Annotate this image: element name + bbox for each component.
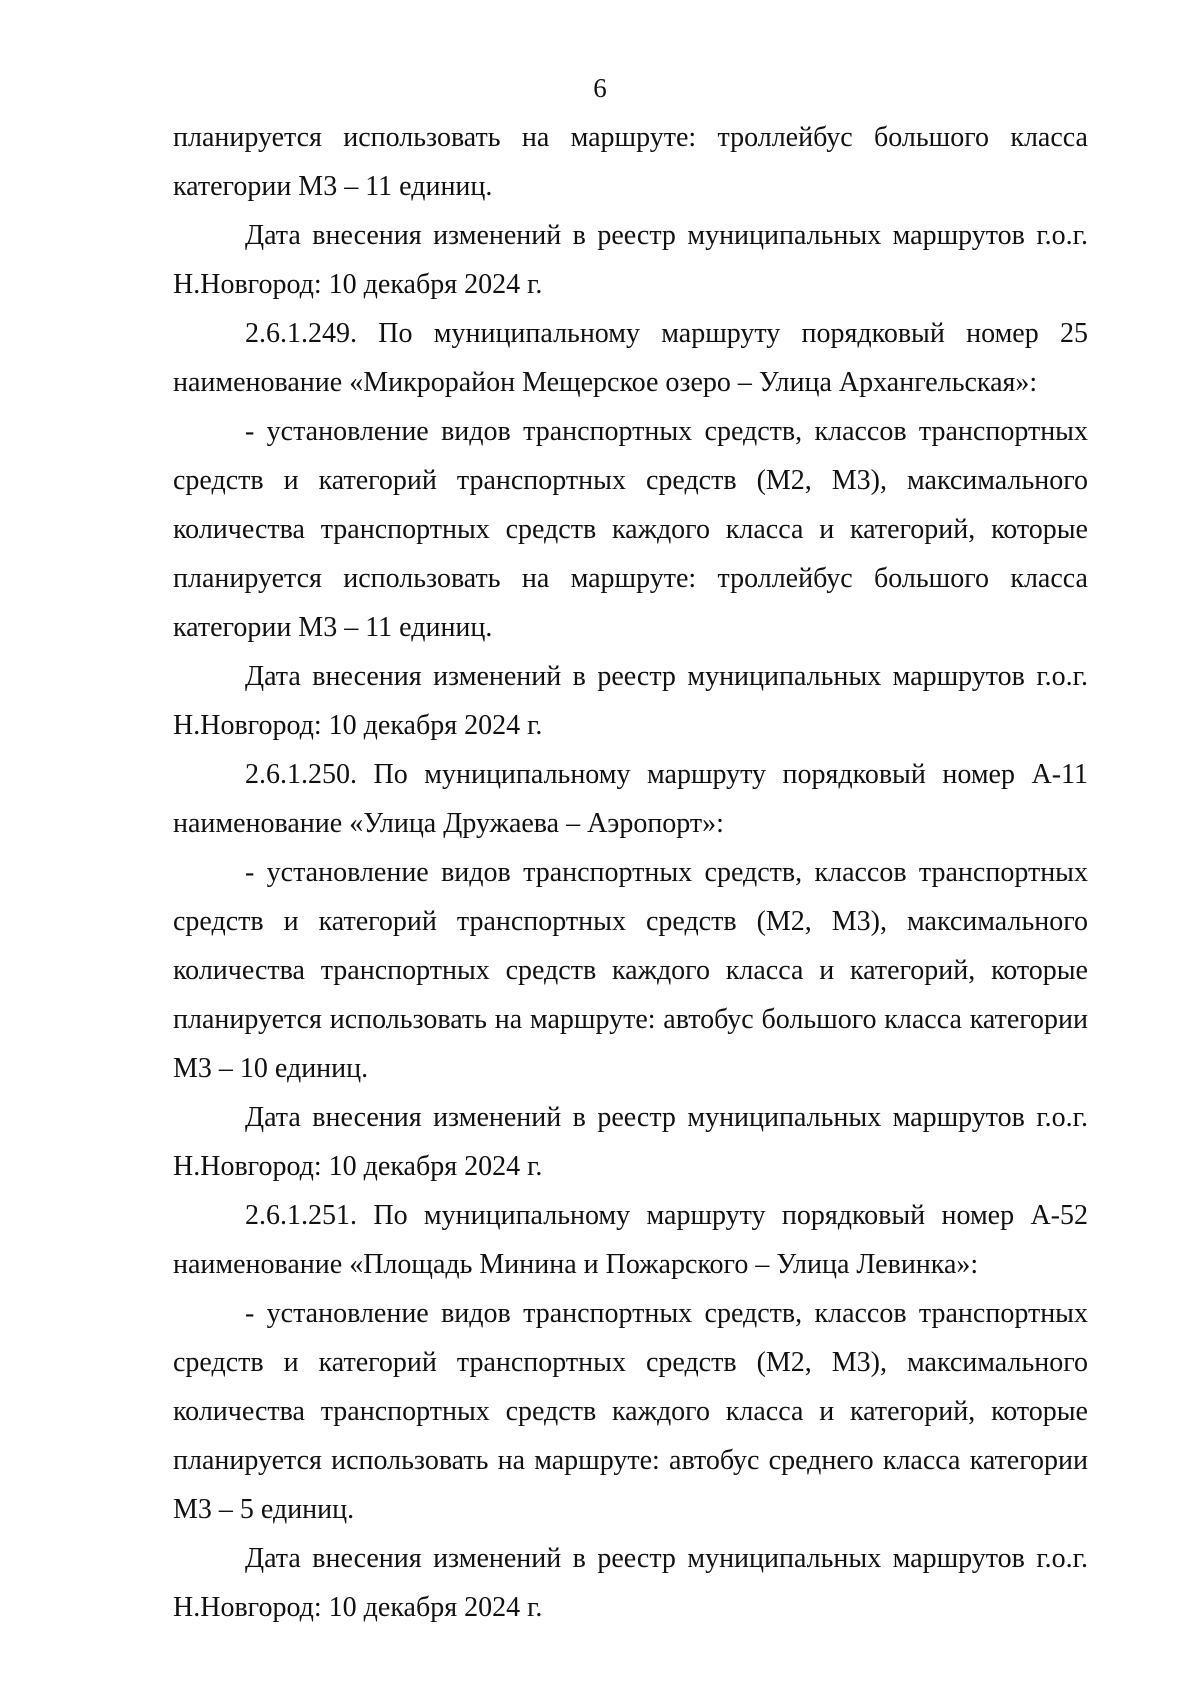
paragraph-continuation: планируется использовать на маршруте: троллейбус большого класса категории М3 – 11 единиц. bbox=[173, 122, 1088, 202]
paragraph-route-249: 2.6.1.249. По муниципальному маршруту порядковый номер 25 наименование «Микрорайон Мещерское озеро – Улица Архангельская»: bbox=[173, 318, 1088, 398]
paragraph-route-250: 2.6.1.250. По муниципальному маршруту порядковый номер А-11 наименование «Улица Дружаева – Аэропорт»: bbox=[173, 759, 1088, 839]
paragraph-vehicles-249: - установление видов транспортных средств, классов транспортных средств и категорий транспортных средств (М2, М3), максимального количества транспортных средств каждого класса и категорий, которые планируется использовать на маршруте: троллейбус большого класса категории М3 – 11 единиц. bbox=[173, 416, 1088, 643]
page-number: 6 bbox=[593, 73, 607, 103]
paragraph-date-note: Дата внесения изменений в реестр муниципальных маршрутов г.о.г. Н.Новгород: 10 декабря 2024 г. bbox=[173, 1102, 1088, 1182]
paragraph-date-note: Дата внесения изменений в реестр муниципальных маршрутов г.о.г. Н.Новгород: 10 декабря 2024 г. bbox=[173, 220, 1088, 300]
paragraph-date-note: Дата внесения изменений в реестр муниципальных маршрутов г.о.г. Н.Новгород: 10 декабря 2024 г. bbox=[173, 661, 1088, 741]
paragraph-date-note: Дата внесения изменений в реестр муниципальных маршрутов г.о.г. Н.Новгород: 10 декабря 2024 г. bbox=[173, 1543, 1088, 1623]
document-body bbox=[173, 113, 1088, 1632]
paragraph-route-251: 2.6.1.251. По муниципальному маршруту порядковый номер А-52 наименование «Площадь Минина и Пожарского – Улица Левинка»: bbox=[173, 1200, 1088, 1280]
paragraph-vehicles-251: - установление видов транспортных средств, классов транспортных средств и категорий транспортных средств (М2, М3), максимального количества транспортных средств каждого класса и категорий, которые планируется использовать на маршруте: автобус среднего класса категории М3 – 5 единиц. bbox=[173, 1298, 1088, 1525]
paragraph-vehicles-250: - установление видов транспортных средств, классов транспортных средств и категорий транспортных средств (М2, М3), максимального количества транспортных средств каждого класса и категорий, которые планируется использовать на маршруте: автобус большого класса категории М3 – 10 единиц. bbox=[173, 857, 1088, 1084]
